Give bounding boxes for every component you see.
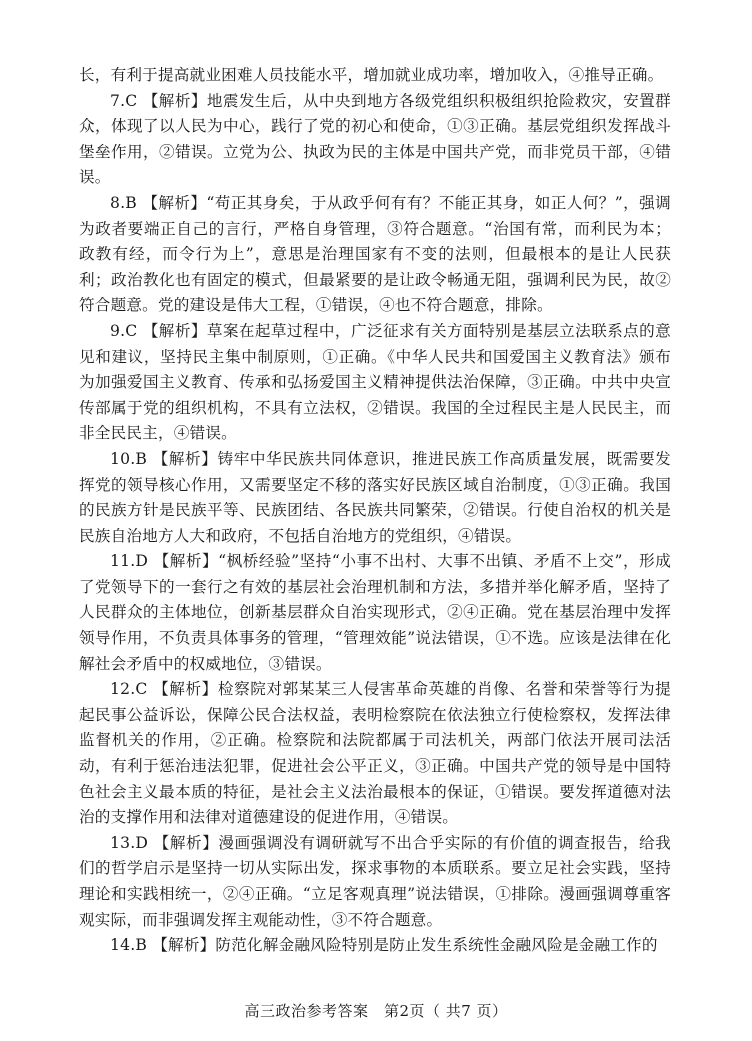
analysis-label: 【解析】 — [152, 449, 218, 468]
analysis-label: 【解析】 — [153, 552, 219, 571]
analysis-label: 【解析】 — [142, 321, 207, 340]
page-footer: 高三政治参考答案 第2页（ 共7 页） — [244, 1002, 508, 1020]
answer-item-13 — [79, 831, 671, 933]
answer-number: 11.D — [110, 552, 149, 571]
analysis-label: 【解析】 — [142, 91, 207, 110]
answer-item-7 — [79, 89, 671, 191]
answer-item-12 — [79, 677, 671, 831]
paragraph-text: 长，有利于提高就业困难人员技能水平，增加就业成功率，增加收入，④推导正确。 — [79, 66, 664, 84]
analysis-label: 【解析】 — [153, 833, 219, 852]
analysis-label: 【解析】 — [153, 680, 218, 699]
paragraph-text: 铸牢中华民族共同体意识，推进民族工作高质量发展，既需要发挥党的领导核心作用，又需要坚定不移的落实好民族区域自治制度，①③正确。我国的民族方针是民族平等、民族团结、各民族共同繁荣，②错误。行使自治权的机关是民族自治地方人大和政府，不包括自治地方的党组织，④错误。 — [79, 449, 671, 545]
paragraph-text: 漫画强调没有调研就写不出合乎实际的有价值的调查报告，给我们的哲学启示是坚持一切从实际出发，探求事物的本质联系。要立足社会实践，坚持理论和实践相统一，②④正确。“立足客观真理”说法错误，①排除。漫画强调尊重客观实际，而非强调发挥主观能动性，③不符合题意。 — [79, 833, 671, 929]
answer-item-10 — [79, 447, 671, 549]
answer-number: 8.B — [110, 193, 137, 212]
paragraph-text: “苟正其身矣，于从政乎何有有？不能正其身，如正人何？”，强调为政者要端正自己的言行，严格自身管理，③符合题意。“治国有常，而利民为本；政教有经，而令行为上”，意思是治理国家有不变的法则，但最根本的是让人民获利；政治教化也有固定的模式，但最紧要的是让政令畅通无阻，强调利民为民，故②符合题意。党的建设是伟大工程，①错误，④也不符合题意，排除。 — [79, 193, 671, 315]
paragraph-text: 草案在起草过程中，广泛征求有关方面特别是基层立法联系点的意见和建议，坚持民主集中制原则，①正确。《中华人民共和国爱国主义教育法》颁布为加强爱国主义教育、传承和弘扬爱国主义精神提供法治保障，③正确。中共中央宣传部属于党的组织机构，不具有立法权，②错误。我国的全过程民主是人民民主，而非全民民主，④错误。 — [79, 321, 671, 443]
analysis-label: 【解析】 — [152, 936, 216, 955]
answer-item-11 — [79, 549, 671, 677]
answer-number: 13.D — [110, 833, 149, 852]
answer-number: 9.C — [110, 321, 138, 340]
answer-number: 12.C — [110, 680, 148, 699]
paragraph-text: 地震发生后，从中央到地方各级党组织积极组织抢险救灾，安置群众，体现了以人民为中心，践行了党的初心和使命，①③正确。基层党组织发挥战斗堡垒作用，②错误。立党为公、执政为民的主体是中国共产党，而非党员干部，④错误。 — [79, 91, 671, 187]
paragraph-text: “枫桥经验”坚持“小事不出村、大事不出镇、矛盾不上交”，形成了党领导下的一套行之有效的基层社会治理机制和方法，多措并举化解矛盾，坚持了人民群众的主体地位，创新基层群众自治实现形式，②④正确。党在基层治理中发挥领导作用，不负责具体事务的管理，“管理效能”说法错误，①不选。应该是法律在化解社会矛盾中的权威地位，③错误。 — [79, 552, 671, 673]
answer-item-9 — [79, 319, 671, 447]
answer-number: 10.B — [110, 449, 148, 468]
answer-content — [79, 63, 671, 959]
analysis-label: 【解析】 — [142, 193, 207, 212]
paragraph-continuation — [79, 63, 671, 89]
answer-number: 7.C — [110, 91, 138, 110]
paragraph-text: 检察院对郭某某三人侵害革命英雄的肖像、名誉和荣誉等行为提起民事公益诉讼，保障公民合法权益，表明检察院在依法独立行使检察权，发挥法律监督机关的作用，②正确。检察院和法院都属于司法机关，两部门依法开展司法活动，有利于惩治违法犯罪，促进社会公平正义，③正确。中国共产党的领导是中国特色社会主义最本质的特征，是社会主义法治最根本的保证，①错误。要发挥道德对法治的支撑作用和法律对道德建设的促进作用，④错误。 — [79, 680, 671, 827]
answer-number: 14.B — [110, 936, 148, 955]
answer-item-8 — [79, 191, 671, 319]
answer-item-14 — [79, 933, 671, 959]
paragraph-text: 防范化解金融风险特别是防止发生系统性金融风险是金融工作的 — [215, 936, 658, 955]
